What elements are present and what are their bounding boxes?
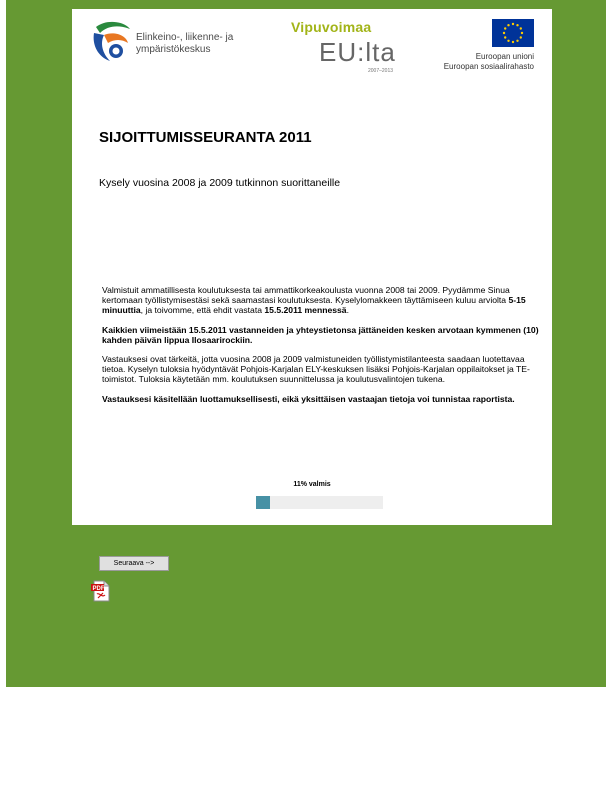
ely-logo-line-1: Elinkeino-, liikenne- ja [136, 32, 234, 43]
vipuvoimaa-logo [288, 17, 408, 79]
eu-caption [438, 52, 534, 72]
intro-p1-deadline: 15.5.2011 mennessä [264, 305, 347, 316]
ely-logo-text [136, 32, 233, 56]
vipuvoimaa-eu-text: EU:lta [319, 37, 396, 67]
intro-paragraph-3: Vastauksesi ovat tärkeitä, jotta vuosina 2008 ja 2009 valmistuneiden työllistymistilanteesta saadaan luotettavaa tietoa. Kyselyn tuloksia hyödyntävät Pohjois-Karjalan ELY-keskuksen lisäksi Pohjois-Karjalan oppilaitokset ja TE-toimistot. Tuloksia käytetään mm. koulutuksen suunnittelussa ja koulutusvalintojen tukena. [102, 354, 530, 385]
intro-paragraph-4: Vastauksesi käsitellään luottamuksellisesti, eikä yksittäisen vastaajan tietoja voi tunnistaa raportista. [102, 393, 515, 404]
pdf-file-icon[interactable] [90, 580, 112, 602]
intro-p1-start: Valmistuit ammatillisesta koulutuksesta tai ammattikorkeakoulusta vuonna 2008 tai 2009. Pyydämme Sinua kertomaan työllistymisestäsi sekä saamastasi koulutuksesta. Kyselylomakkeen täyttämiseen kuluu arviolta [102, 285, 510, 306]
eu-flag-icon [492, 19, 534, 47]
intro-p1-duration: 5-15 minuuttia [102, 295, 526, 316]
vipuvoimaa-years: 2007–2013 [368, 68, 394, 74]
progress-bar-fill [256, 496, 270, 509]
intro-p1-end: . [346, 305, 349, 316]
progress-bar [256, 496, 383, 509]
ely-logo-line-2: ympäristökeskus [136, 44, 211, 55]
ely-emblem-icon [90, 19, 134, 63]
eu-caption-line-1: Euroopan unioni [475, 52, 534, 61]
intro-paragraph-1 [102, 285, 542, 316]
eu-caption-line-2: Euroopan sosiaalirahasto [443, 62, 534, 71]
survey-panel [72, 9, 552, 525]
svg-text:PDF: PDF [92, 586, 105, 592]
intro-text [102, 285, 542, 413]
next-button[interactable]: Seuraava --> [99, 556, 169, 571]
intro-p1-mid: , ja toivomme, että ehdit vastata [140, 305, 265, 316]
page-subtitle: Kysely vuosina 2008 ja 2009 tutkinnon suorittaneille [99, 177, 341, 189]
page-background [6, 0, 606, 687]
ely-logo [90, 19, 250, 63]
progress-label: 11% valmis [293, 481, 331, 488]
vipuvoimaa-title: Vipuvoimaa [291, 19, 372, 35]
page-title: SIJOITTUMISSEURANTA 2011 [99, 129, 312, 146]
intro-paragraph-2: Kaikkien viimeistään 15.5.2011 vastanneiden ja yhteystietonsa jättäneiden kesken arvotaan kymmenen (10) kahden päivän lippua Ilosaarirockiin. [102, 324, 539, 345]
